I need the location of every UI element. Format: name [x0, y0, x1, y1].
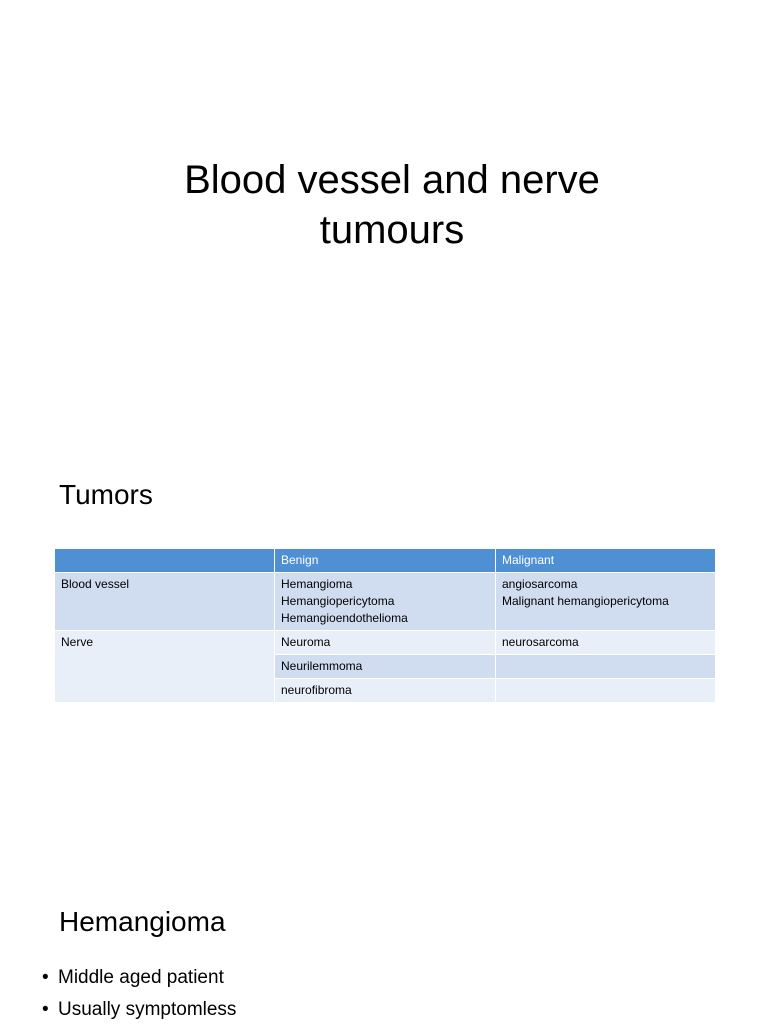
row-label-blood-vessel: Blood vessel	[55, 573, 275, 631]
cell-text: Hemangiopericytoma	[281, 594, 395, 608]
list-item	[42, 962, 236, 994]
hemangioma-bullet-list	[42, 962, 236, 1026]
bullet-icon: •	[42, 967, 49, 988]
tumors-heading: Tumors	[59, 479, 153, 510]
cell-text: Hemangioma	[281, 577, 353, 591]
table-row	[55, 573, 716, 631]
list-item-text: Usually symptomless	[58, 999, 237, 1020]
header-cell-malignant: Malignant	[496, 549, 716, 573]
cell-text: Malignant hemangiopericytoma	[502, 594, 669, 608]
list-item-text: Middle aged patient	[58, 967, 224, 988]
slide-title	[0, 155, 768, 255]
benign-cell	[275, 631, 496, 655]
cell-text: Hemangioendothelioma	[281, 611, 408, 625]
cell-text: angiosarcoma	[502, 577, 578, 591]
row-label-nerve: Nerve	[55, 631, 275, 703]
hemangioma-heading: Hemangioma	[59, 906, 226, 937]
cell-text: Neurilemmoma	[281, 659, 363, 673]
tumor-classification-table	[54, 548, 716, 703]
header-cell-benign: Benign	[275, 549, 496, 573]
list-item	[42, 994, 236, 1026]
table-header-row	[55, 549, 716, 573]
slide-title-line-1: Blood vessel and nerve	[184, 158, 600, 202]
benign-cell	[275, 679, 496, 703]
malignant-cell	[496, 679, 716, 703]
malignant-cell	[496, 573, 716, 631]
malignant-cell	[496, 631, 716, 655]
header-cell-category	[55, 549, 275, 573]
slide-title-line-2: tumours	[319, 208, 465, 252]
malignant-cell	[496, 655, 716, 679]
benign-cell	[275, 655, 496, 679]
table-row	[55, 631, 716, 655]
cell-text: neurofibroma	[281, 683, 352, 697]
benign-cell	[275, 573, 496, 631]
cell-text: Neuroma	[281, 635, 331, 649]
cell-text: neurosarcoma	[502, 635, 579, 649]
bullet-icon: •	[42, 999, 49, 1020]
